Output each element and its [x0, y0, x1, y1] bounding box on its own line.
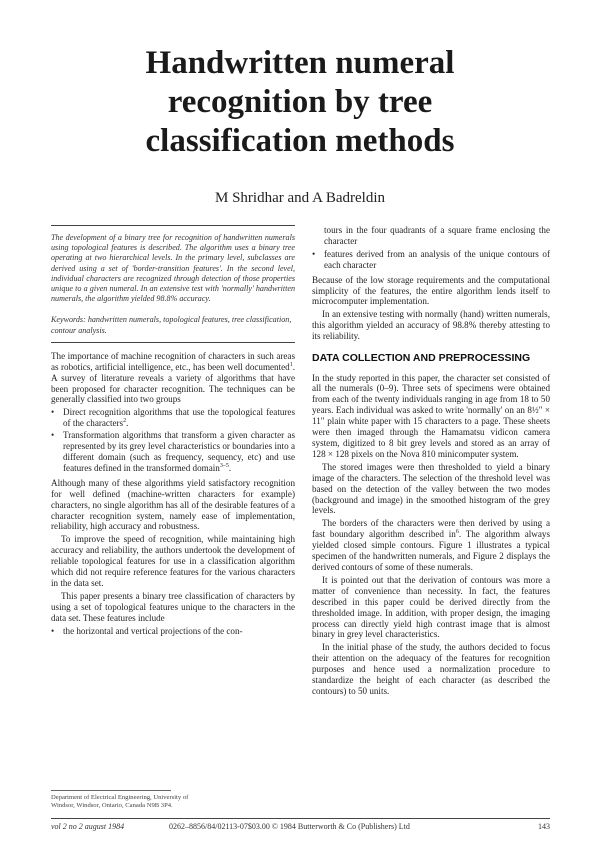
features-list-cont	[312, 249, 550, 271]
keywords	[51, 315, 295, 335]
bullet-icon: •	[51, 625, 55, 636]
section-heading: DATA COLLECTION AND PREPROCESSING	[312, 352, 531, 365]
affiliation-rule	[51, 790, 171, 791]
features-list	[51, 626, 295, 637]
body-paragraph: In an extensive testing with normally (hand) written numerals, this algorithm yielded an accuracy of 98.8% thereby attesting to its reliability.	[312, 309, 550, 342]
intro-paragraph	[51, 351, 295, 406]
body-paragraph	[312, 518, 550, 573]
ref-sup: 2	[123, 418, 127, 425]
ref-sup: 1	[289, 361, 293, 368]
body-paragraph: In the initial phase of the study, the authors decided to focus their attention on the adequacy of the features for recognition purposes and hence used a normalization procedure to standardize the height of each character (as described the contours) to 50 units.	[312, 642, 550, 696]
page-number: 143	[538, 822, 550, 831]
body-paragraph: This paper presents a binary tree classification of characters by using a set of topological features unique to the characters in the data set. These features include	[51, 590, 295, 623]
body-paragraph: In the study reported in this paper, the character set consisted of all the numerals (0–9). Three sets of specimens were obtained from each of the twenty individuals ranging in age from 18 to 50 years. Each individual was asked to write 'normally' on an 8½" × 11" plain white paper with 15 characters to a page. These sheets were then imaged through the Hamamatsu vidicon camera system, digitized to 8 bit grey levels and stored as an array of 128 × 128 pixels on the Nova 810 minicomputer system.	[312, 372, 550, 459]
ref-sup: 6	[455, 529, 459, 536]
bullet-icon: •	[51, 407, 55, 418]
abstract: The development of a binary tree for recognition of handwritten numerals using topological features is described. The algorithm uses a binary tree operating at two hierarchical levels. In the primary level, subclasses are derived using a set of 'border-transition features'. In the second level, individual characters are recognized through detection of those properties unique to a given numeral. In an extensive test with 'normally' handwritten numerals, the algorithm yielded 98.8% accuracy.	[51, 233, 295, 304]
title-line: recognition by tree	[167, 84, 433, 120]
body-text-cont: . The algorithm always yielded closed simple contours. Figure 1 illustrates a typical specimen of the handwritten numerals, and Figure 2 displays the derived contours of some of these numerals.	[312, 529, 550, 572]
authors: M Shridhar and A Badreldin	[215, 190, 385, 206]
list-item-text: features derived from an analysis of the unique contours of each character	[324, 248, 550, 270]
title-line: classification methods	[145, 123, 455, 159]
footer-journal-issue: vol 2 no 2 august 1984	[51, 822, 125, 831]
left-column	[51, 225, 295, 640]
body-paragraph: It is pointed out that the derivation of contours was more a matter of convenience than necessity. In fact, the features described in this paper could be derived directly from the thresholded image. In addition, with proper design, the imaging process can directly yield high contrast image that is almost binary in grey level characteristics.	[312, 574, 550, 640]
body-paragraph: Although many of these algorithms yield satisfactory recognition for well defined (machine-written characters for example) characters, no single algorithm has all of the desirable features of a character recognition system, namely ease of implementation, reliability, high accuracy and robustness.	[51, 477, 295, 532]
list-item: • Direct recognition algorithms that use the topological features of the characters$^2$.	[51, 407, 295, 429]
list-item	[312, 249, 550, 271]
body-text: The borders of the characters were then derived by using a fast boundary algorithm described in	[312, 518, 550, 540]
ref-sup: 3–5	[219, 462, 229, 469]
bullet-icon: •	[312, 248, 316, 259]
footer-copyright: 0262–8856/84/02113-07$03.00 © 1984 Butterworth & Co (Publishers) Ltd	[169, 822, 410, 831]
list-item: • Transformation algorithms that transform a given character as represented by its grey level characteristics or boundaries into a different domain (such as frequency, sequency, etc) and use features defined in the transformed domain$^{3-5}$.	[51, 430, 295, 473]
list-item-text: Transformation algorithms that transform a given character as represented by its grey level characteristics or boundaries into a different domain (such as frequency, sequency, etc) and use features defined in the transformed domain	[63, 430, 295, 473]
paper-title	[0, 44, 600, 161]
page-footer	[51, 818, 550, 831]
intro-text-cont: . A survey of literature reveals a variety of algorithms that have been proposed for character recognition. The techniques can be generally classified into two groups	[51, 361, 295, 405]
intro-text: The importance of machine recognition of characters in such areas as robotics, artificial intelligence, etc., has been well documented	[51, 350, 295, 372]
continued-text: tours in the four quadrants of a square frame enclosing the character	[324, 225, 550, 246]
list-item-text: the horizontal and vertical projections of the con-	[63, 625, 243, 636]
body-paragraph: The stored images were then thresholded to yield a binary image of the characters. The selection of the threshold level was based on the detection of the valley between the two modes (background and image) in the smoothed histogram of the grey levels.	[312, 461, 550, 516]
body-paragraph: Because of the low storage requirements and the computational simplicity of the features, the entire algorithm lends itself to microcomputer implementation.	[312, 274, 550, 307]
keywords-text: handwritten numerals, topological features, tree classification, contour analysis.	[51, 315, 292, 335]
body-paragraph: To improve the speed of recognition, while maintaining high accuracy and reliability, the authors undertook the development of reliable topological features for use in a classification algorithm which did not require reference features for the various characters in the data set.	[51, 534, 295, 588]
list-item-text: Direct recognition algorithms that use the topological features of the characters	[63, 407, 295, 429]
techniques-list	[51, 407, 295, 473]
right-column	[312, 225, 550, 697]
title-line: Handwritten numeral	[145, 45, 455, 81]
abstract-top-rule	[51, 225, 295, 226]
bullet-icon: •	[51, 430, 55, 441]
affiliation: Department of Electrical Engineering, University of Windsor, Windsor, Ontario, Canada N9B 3P4.	[51, 794, 189, 809]
keywords-label: Keywords:	[51, 315, 86, 325]
list-item	[51, 626, 295, 637]
abstract-bottom-rule	[51, 342, 295, 343]
